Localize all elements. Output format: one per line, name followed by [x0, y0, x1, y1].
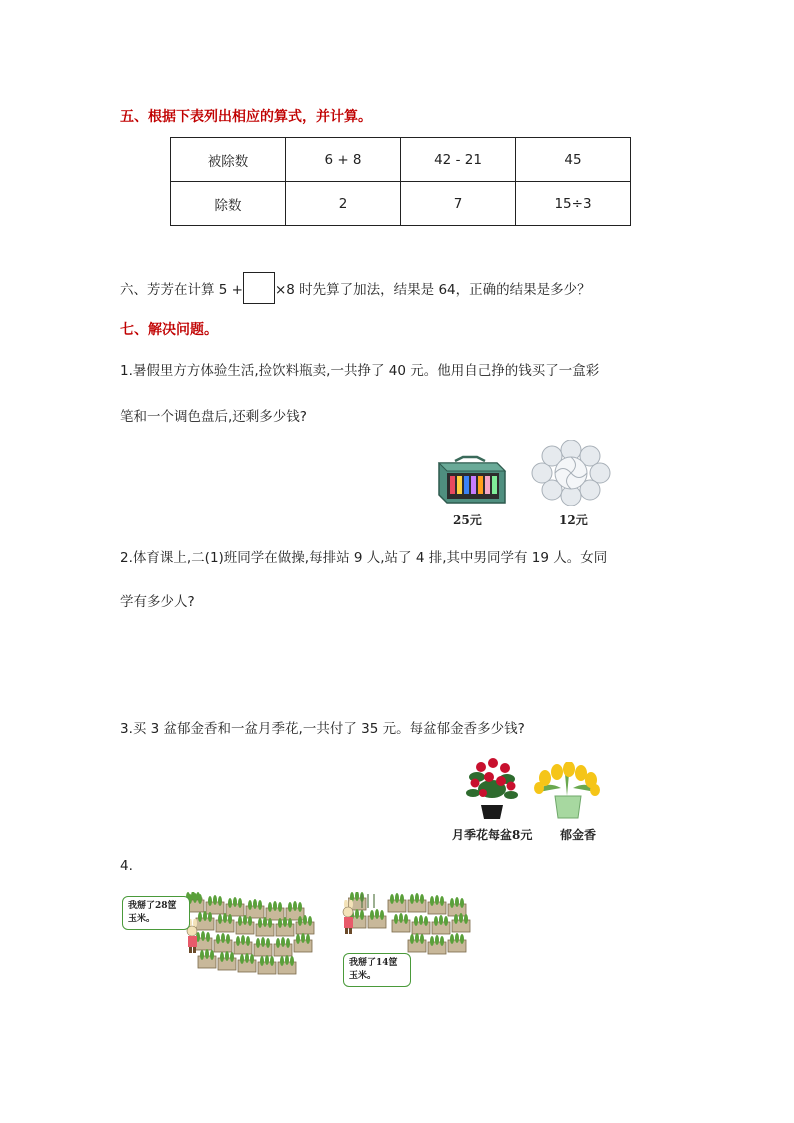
corn-baskets-group-left-image [184, 892, 322, 978]
section7-title: 七、解决问题。 [120, 322, 218, 338]
table-cell: 6 + 8 [286, 138, 401, 182]
answer-blank-box[interactable] [243, 272, 275, 304]
palette-image [528, 440, 614, 506]
corn-baskets-group-right-image [348, 892, 476, 958]
table-cell: 15÷3 [516, 182, 631, 226]
paint-box-image [433, 455, 507, 507]
table-cell: 45 [516, 138, 631, 182]
section6-text-after: ×8 时先算了加法，结果是 64，正确的结果是多少？ [274, 282, 591, 298]
table-cell: 被除数 [171, 138, 286, 182]
q2-line2: 学有多少人? [120, 594, 195, 610]
table-cell: 7 [401, 182, 516, 226]
rose-caption: 月季花每盆8元 [452, 828, 533, 842]
table-cell: 除数 [171, 182, 286, 226]
division-table [170, 137, 631, 226]
table-row [171, 182, 631, 226]
table-cell: 42 - 21 [401, 138, 516, 182]
tulip-caption: 郁金香 [560, 828, 597, 842]
q1-line2: 笔和一个调色盘后,还剩多少钱? [120, 409, 307, 425]
q2-line1: 2.体育课上,二(1)班同学在做操,每排站 9 人,站了 4 排,其中男同学有 19 人。女同 [120, 550, 608, 566]
section6-text-before: 六、芳芳在计算 5 + [120, 282, 243, 298]
table-cell: 2 [286, 182, 401, 226]
q3-line1: 3.买 3 盆郁金香和一盆月季花,一共付了 35 元。每盆郁金香多少钱? [120, 721, 525, 737]
section6-question [120, 272, 591, 304]
paint-box-price: 25元 [453, 513, 482, 527]
q4-number: 4. [120, 858, 133, 874]
table-row [171, 138, 631, 182]
section5-title: 五、根据下表列出相应的算式，并计算。 [120, 109, 372, 125]
tulip-pot-image [531, 762, 603, 820]
q1-line1: 1.暑假里方方体验生活,捡饮料瓶卖,一共挣了 40 元。他用自己挣的钱买了一盒彩 [120, 363, 600, 379]
rabbit-character-right-image [338, 900, 358, 936]
speech-bubble-right: 我掰了14筐玉米。 [343, 953, 411, 987]
rose-pot-image [463, 755, 521, 821]
palette-price: 12元 [559, 513, 588, 527]
speech-bubble-left: 我掰了28筐玉米。 [122, 896, 190, 930]
